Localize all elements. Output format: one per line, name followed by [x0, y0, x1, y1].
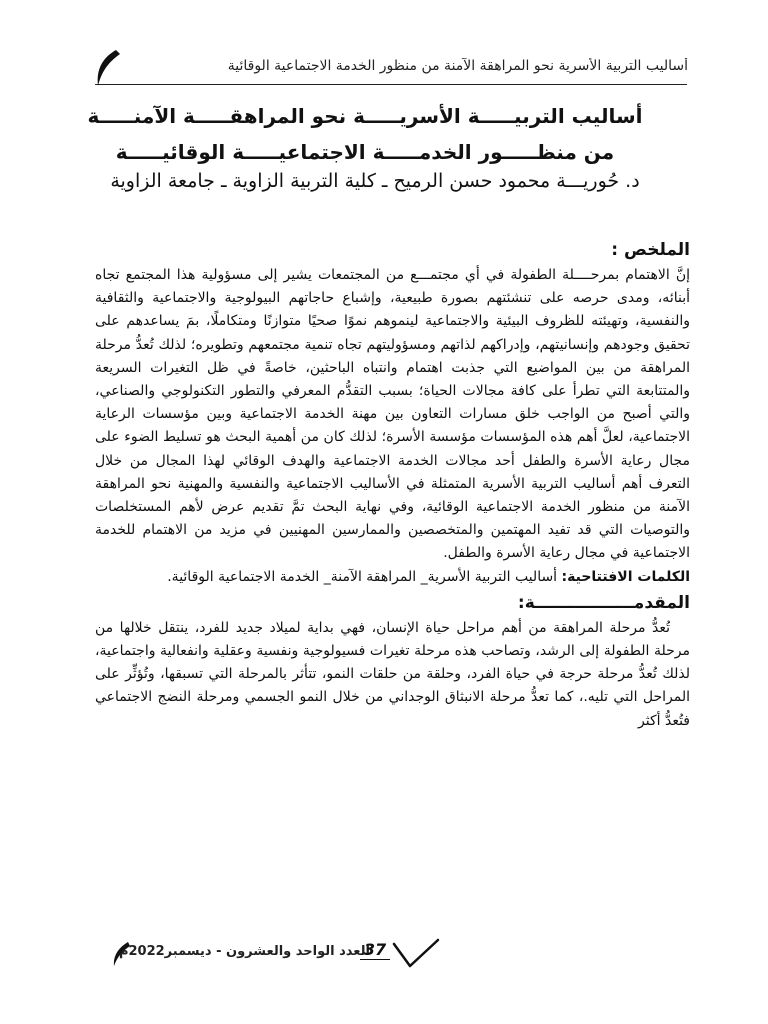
introduction-paragraph: تُعدُّ مرحلة المراهقة من أهم مراحل حياة الإنسان، فهي بداية لميلاد جديد للفرد، ينتقل خلالها من مرحلة الطفولة إلى الرشد، وتصاحب هذه مرحلة تغيرات فسيولوجية ونفسية وعقلية وانفعالية واجتماعية، لذلك تُعدُّ مرحلة حرجة في حياة الفرد، وحلقة من حلقات النمو، تتأثر بالمرحلة التي تسبقها، وتُؤثِّر على المراحل التي تليه.، كما تعدُّ مرحلة الانبثاق الوجداني من خلال النمو الجسمي ومرحلة النضج الاجتماعي فتُعدُّ أكثر	[95, 619, 690, 729]
header-flourish-icon	[92, 48, 122, 88]
header-rule	[95, 84, 687, 85]
keywords-paragraph	[95, 566, 690, 589]
page-footer	[110, 938, 440, 978]
author-affiliation: د. حُوريـــة محمود حسن الرميح ـ كلية التربية الزاوية ـ جامعة الزاوية	[110, 170, 640, 192]
article-title-line-2: من منظـــــور الخدمـــــة الاجتماعيـــــة الوقائيـــــة	[115, 140, 615, 164]
abstract-heading: الملخص :	[611, 240, 690, 260]
keywords-text: أساليب التربية الأسرية_ المراهقة الآمنة_ الخدمة الاجتماعية الوقائية.	[167, 568, 558, 585]
issue-info: العدد الواحد والعشرون - ديسمبر2022م	[118, 944, 370, 959]
checkmark-ornament-icon	[392, 938, 440, 970]
article-title-line-1: أساليب التربيـــــة الأسريـــــة نحو المراهقـــــة الآمنـــــة	[87, 104, 643, 128]
abstract-paragraph: إنَّ الاهتمام بمرحــــلة الطفولة في أي مجتمـــع من المجتمعات يشير إلى مسؤولية هذا المجتمع تجاه أبنائه، ومدى حرصه على تنشئتهم بصورة طبيعية، وإشباع حاجاتهم البيولوجية والاجتماعية والثقافية والنفسية، وتهيئته للظروف البيئية والاجتماعية لينموهم نموًا صحيًا متوازنًا ومتكاملًا، بمَ يساعدهم على تحقيق وجودهم وإنسانيتهم، وإدراكهم لذاتهم ومسؤوليتهم تجاه تنمية مجتمعهم وتطويره؛ لذلك تُعدُّ مرحلة المراهقة من بين المواضيع التي جذبت اهتمام وانتباه الباحثين، خاصةً في ظل التغيرات السريعة والمتتابعة التي تطرأ على كافة مجالات الحياة؛ بسبب التقدُّم المعرفي والتطور التكنولوجي والصناعي، والتي أصبح من الواجب خلق مسارات التعاون بين مهنة الخدمة الاجتماعية وبين مؤسسات الرعاية الاجتماعية، لعلَّ أهم هذه المؤسسات مؤسسة الأسرة؛ لذلك كان من أهمية البحث هو تسليط الضوء على مجال رعاية الأسرة والطفل أحد مجالات الخدمة الاجتماعية والهدف الوقائي لهذا المجال من خلال التعرف أهم أساليب التربية الأسرية المتمثلة في الأساليب الاجتماعية والنفسية والمهنية نحو المراهقة الآمنة من منظور الخدمة الاجتماعية الوقائية، وفي نهاية البحث تمَّ تقديم عرض لأهم المستخلصات والتوصيات التي قد تفيد المهتمين والمتخصصين والممارسين المهنيين في مزيد من الاهتمام للخدمة الاجتماعية في مجال رعاية الأسرة والطفل.	[95, 267, 690, 562]
introduction-heading: المقدمـــــــــــــــــة:	[517, 592, 690, 613]
keywords-label: الكلمات الافتتاحية:	[561, 568, 690, 585]
page-number: 37	[360, 940, 390, 960]
article-body	[95, 236, 690, 733]
running-header: أساليب التربية الأسرية نحو المراهقة الآمنة من منظور الخدمة الاجتماعية الوقائية	[227, 58, 688, 74]
